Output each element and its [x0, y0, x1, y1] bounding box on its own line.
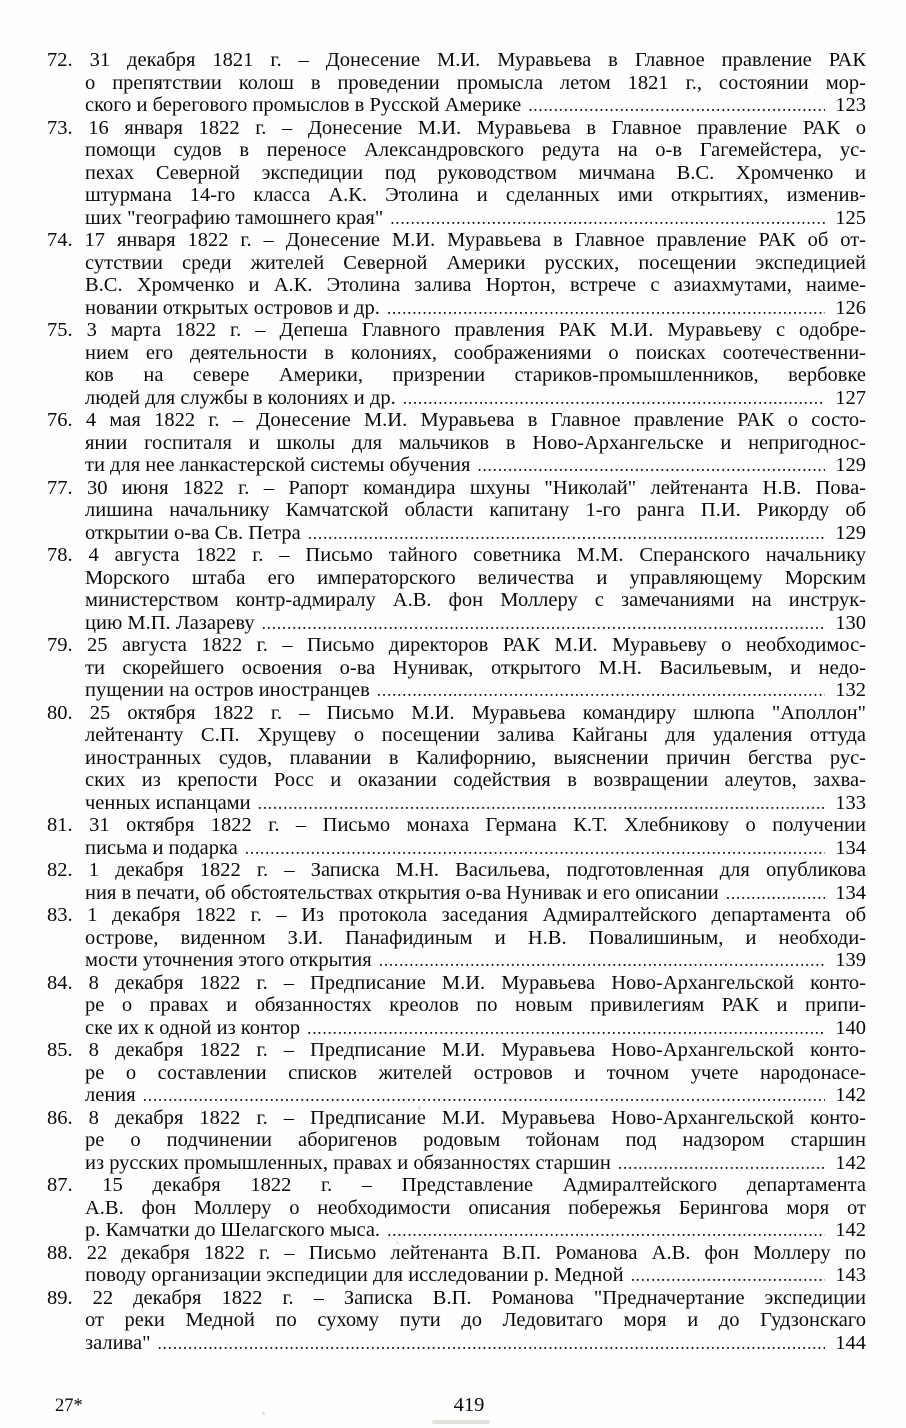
toc-entry-line: от реки Медной по сухому пути до Ледовитаго моря и до Гудзонскаго: [85, 1309, 866, 1331]
toc-entry-line: ченных испанцами: [85, 791, 251, 814]
toc-entry-line: 80. 25 октября 1822 г. – Письмо М.И. Муравьева командиру шлюпа "Аполлон": [47, 701, 866, 724]
toc-entry-line: цию М.П. Лазареву: [85, 611, 255, 634]
toc-entry-line: министерством контр-адмиралу А.В. фон Моллеру с замечаниями на инструк-: [85, 589, 866, 611]
toc-page-ref: 125: [835, 206, 866, 229]
toc-entry: [47, 814, 866, 859]
dot-leader: [403, 387, 825, 410]
toc-page-ref: 142: [835, 1219, 866, 1241]
toc-page-ref: 133: [835, 791, 866, 814]
toc-page-ref: 132: [835, 679, 866, 701]
toc-entry-last-line: [85, 1332, 866, 1355]
toc-page-ref: 142: [835, 1151, 866, 1174]
toc-entry-line: новании открытых островов и др.: [85, 296, 380, 319]
toc-entry-line: открытии о-ва Св. Петра: [85, 521, 301, 544]
toc-page-ref: 130: [835, 611, 866, 634]
scan-speck: [396, 1241, 399, 1244]
toc-entry-line: ших "географию тамошнего края": [85, 206, 384, 229]
toc-entry-line: 77. 30 июня 1822 г. – Рапорт командира шхуны "Николай" лейтенанта Н.В. Пова-: [47, 476, 866, 499]
toc-entry: [47, 409, 866, 477]
toc-entry: [47, 319, 866, 409]
toc-entry-line: ния в печати, об обстоятельствах открытия о-ва Нунивак и его описании: [85, 881, 719, 904]
toc-entry-last-line: [85, 1264, 866, 1287]
dot-leader: [618, 1152, 825, 1175]
toc-entry-line: 72. 31 декабря 1821 г. – Донесение М.И. Муравьева в Главное правление РАК: [47, 49, 866, 71]
toc-entry-last-line: [85, 1219, 866, 1242]
toc-entry-line: пехах Северной экспедиции под руководством мичмана В.С. Хромченко и: [85, 161, 866, 184]
dot-leader: [262, 612, 825, 635]
dot-leader: [245, 837, 825, 860]
toc-page-ref: 129: [835, 521, 866, 544]
toc-page-ref: 139: [835, 949, 866, 971]
toc-entry-line: А.В. фон Моллеру о необходимости описания побережья Берингова моря от: [85, 1196, 866, 1219]
toc-entry-line: нием его деятельности в колониях, соображениями о поисках соотечественни-: [85, 341, 866, 364]
toc-entry-line: 75. 3 марта 1822 г. – Депеша Главного правления РАК М.И. Муравьеву с одобре-: [47, 319, 866, 341]
toc-entry-last-line: [85, 387, 866, 410]
toc-entry-line: 79. 25 августа 1822 г. – Письмо директоров РАК М.И. Муравьеву о необходимос-: [47, 634, 866, 656]
toc-entry: [47, 972, 866, 1040]
toc-page-ref: 142: [835, 1084, 866, 1106]
toc-entry-last-line: [85, 1152, 866, 1175]
toc-entry-line: В.С. Хромченко и А.К. Этолина залива Нортон, встрече с азиахмутами, наиме-: [85, 274, 866, 296]
toc-entry-line: 83. 1 декабря 1822 г. – Из протокола заседания Адмиралтейского департамента об: [47, 904, 866, 926]
toc-entry-line: 81. 31 октября 1822 г. – Письмо монаха Германа К.Т. Хлебникову о получении: [47, 814, 866, 836]
toc-entry-line: иностранных судов, плавании в Калифорнию, выяснении причин бегства рус-: [85, 746, 866, 769]
toc-page-ref: 127: [835, 386, 866, 409]
toc-entry-last-line: [85, 454, 866, 477]
toc-entry-line: 85. 8 декабря 1822 г. – Предписание М.И. Муравьева Ново-Архангельской конто-: [47, 1039, 866, 1061]
toc-entry-line: 82. 1 декабря 1822 г. – Записка М.Н. Васильева, подготовленная для опубликова: [47, 859, 866, 881]
toc-entry-last-line: [85, 1017, 866, 1040]
toc-entry: [47, 229, 866, 319]
toc-entry-line: мости уточнения этого открытия: [85, 949, 372, 971]
toc-page-ref: 134: [835, 881, 866, 904]
toc-entry: [47, 544, 866, 634]
toc-entry: [47, 702, 866, 815]
toc-entry-line: 87. 15 декабря 1822 г. – Представление Адмиралтейского департамента: [47, 1174, 866, 1196]
toc-entry-line: из русских промышленных, правах и обязанностях старшин: [85, 1151, 611, 1174]
toc-entry-last-line: [85, 679, 866, 702]
toc-page-ref: 144: [835, 1331, 866, 1354]
toc-entry-line: ре о подчинении аборигенов родовым тойонам под надзором старшин: [85, 1129, 866, 1151]
toc-entry-line: острове, виденном З.И. Панафидиным и Н.В. Повалишиным, и необходи-: [85, 926, 866, 949]
printer-signature-mark: 27*: [55, 1396, 83, 1416]
toc-entry-line: поводу организации экспедиции для исследовании р. Медной: [85, 1264, 624, 1286]
toc-entry-last-line: [85, 522, 866, 545]
dot-leader: [308, 522, 825, 545]
toc-entry: [47, 1242, 866, 1287]
toc-entry-line: ления: [85, 1084, 136, 1106]
dot-leader: [307, 1017, 825, 1040]
toc-entry-line: ских из крепости Росс и оказании содействия в возвращении алеутов, захва-: [85, 769, 866, 791]
toc-entry-line: Морского штаба его императорского величества и управляющему Морским: [85, 566, 866, 589]
toc-entry-line: 88. 22 декабря 1822 г. – Письмо лейтенанта В.П. Романова А.В. фон Моллеру по: [47, 1241, 866, 1264]
dot-leader: [528, 94, 825, 117]
dot-leader: [377, 679, 825, 702]
dot-leader: [157, 1332, 825, 1355]
toc-entry-line: лейтенанту С.П. Хрущеву о посещении залива Кайганы для удаления оттуда: [85, 724, 866, 746]
toc-list: [47, 49, 866, 1354]
toc-entry-line: р. Камчатки до Шелагского мыса.: [85, 1219, 381, 1241]
toc-entry: [47, 634, 866, 702]
toc-entry-line: 74. 17 января 1822 г. – Донесение М.И. Муравьева в Главное правление РАК об от-: [47, 229, 866, 251]
toc-entry: [47, 904, 866, 972]
dot-leader: [379, 949, 825, 972]
dot-leader: [726, 882, 825, 905]
toc-entry-line: 89. 22 декабря 1822 г. – Записка В.П. Романова "Предначертание экспедиции: [47, 1286, 866, 1309]
toc-entry: [47, 1107, 866, 1175]
toc-entry-line: 73. 16 января 1822 г. – Донесение М.И. Муравьева в Главное правление РАК о: [47, 116, 866, 139]
toc-entry-line: 78. 4 августа 1822 г. – Письмо тайного советника М.М. Сперанского начальнику: [47, 544, 866, 566]
toc-entry-line: янии госпиталя и школы для мальчиков в Ново-Архангельске и непригоднос-: [85, 431, 866, 454]
toc-entry-line: 84. 8 декабря 1822 г. – Предписание М.И. Муравьева Ново-Архангельской конто-: [47, 971, 866, 994]
toc-entry-line: ского и берегового промыслов в Русской Америке: [85, 94, 522, 116]
toc-entry-line: о препятствии колош в проведении промысла летом 1821 г., состоянии мор-: [85, 71, 866, 94]
toc-entry-line: залива": [85, 1331, 151, 1354]
toc-entry: [47, 477, 866, 545]
toc-page-ref: 126: [835, 296, 866, 319]
toc-entry-line: ске их к одной из контор: [85, 1016, 301, 1039]
toc-entry: [47, 1174, 866, 1242]
toc-entry: [47, 1287, 866, 1355]
toc-page-ref: 143: [835, 1264, 866, 1286]
dot-leader: [390, 207, 825, 230]
dot-leader: [477, 454, 825, 477]
toc-entry: [47, 117, 866, 230]
toc-entry-last-line: [85, 297, 866, 320]
dot-leader: [258, 792, 825, 815]
dot-leader: [387, 297, 825, 320]
toc-entry-last-line: [85, 882, 866, 905]
scan-speck: [343, 1126, 345, 1129]
toc-page-ref: 129: [835, 454, 866, 476]
toc-entry-last-line: [85, 207, 866, 230]
scan-speck: [262, 1412, 265, 1415]
toc-entry-last-line: [85, 94, 866, 117]
toc-entry-last-line: [85, 792, 866, 815]
toc-entry: [47, 1039, 866, 1107]
dot-leader: [631, 1264, 825, 1287]
toc-entry-line: ре о правах и обязанностях креолов по новым привилегиям РАК и припи-: [85, 994, 866, 1016]
toc-page-ref: 123: [835, 94, 866, 116]
toc-page-ref: 140: [835, 1016, 866, 1039]
toc-entry-line: пущении на остров иностранцев: [85, 679, 370, 701]
toc-page-ref: 134: [835, 836, 866, 859]
toc-entry-line: 76. 4 мая 1822 г. – Донесение М.И. Муравьева в Главное правление РАК о состо-: [47, 409, 866, 431]
toc-entry-last-line: [85, 949, 866, 972]
toc-entry-line: письма и подарка: [85, 836, 238, 859]
toc-entry: [47, 859, 866, 904]
toc-entry-line: сутствии среди жителей Северной Америки русских, посещении экспедицией: [85, 251, 866, 274]
page-number: 419: [453, 1394, 485, 1416]
toc-entry-line: людей для службы в колониях и др.: [85, 386, 396, 409]
dot-leader: [387, 1219, 825, 1242]
toc-entry-line: ков на севере Америки, призрении стариков-промышленников, вербовке: [85, 364, 866, 386]
scan-speck: [418, 1106, 421, 1110]
toc-entry-last-line: [85, 612, 866, 635]
toc-entry-line: лишина начальнику Камчатской области капитану 1-го ранга П.И. Рикорду об: [85, 499, 866, 521]
toc-entry-line: штурмана 14-го класса А.К. Этолина и сделанных ими открытиях, изменив-: [85, 184, 866, 206]
toc-entry-line: ти скорейшего освоения о-ва Нунивак, открытого М.Н. Васильевым, и недо-: [85, 656, 866, 679]
dot-leader: [143, 1084, 825, 1107]
toc-entry-line: помощи судов в переносе Александровского редута на о-в Гагемейстера, ус-: [85, 139, 866, 161]
toc-entry-line: ре о составлении списков жителей островов и точном учете народонасе-: [85, 1061, 866, 1084]
toc-entry: [47, 49, 866, 117]
toc-entry-last-line: [85, 837, 866, 860]
scan-smudge: [432, 1420, 490, 1424]
toc-entry-line: ти для нее ланкастерской системы обучения: [85, 454, 471, 476]
toc-entry-line: 86. 8 декабря 1822 г. – Предписание М.И. Муравьева Ново-Архангельской конто-: [47, 1106, 866, 1129]
toc-entry-last-line: [85, 1084, 866, 1107]
